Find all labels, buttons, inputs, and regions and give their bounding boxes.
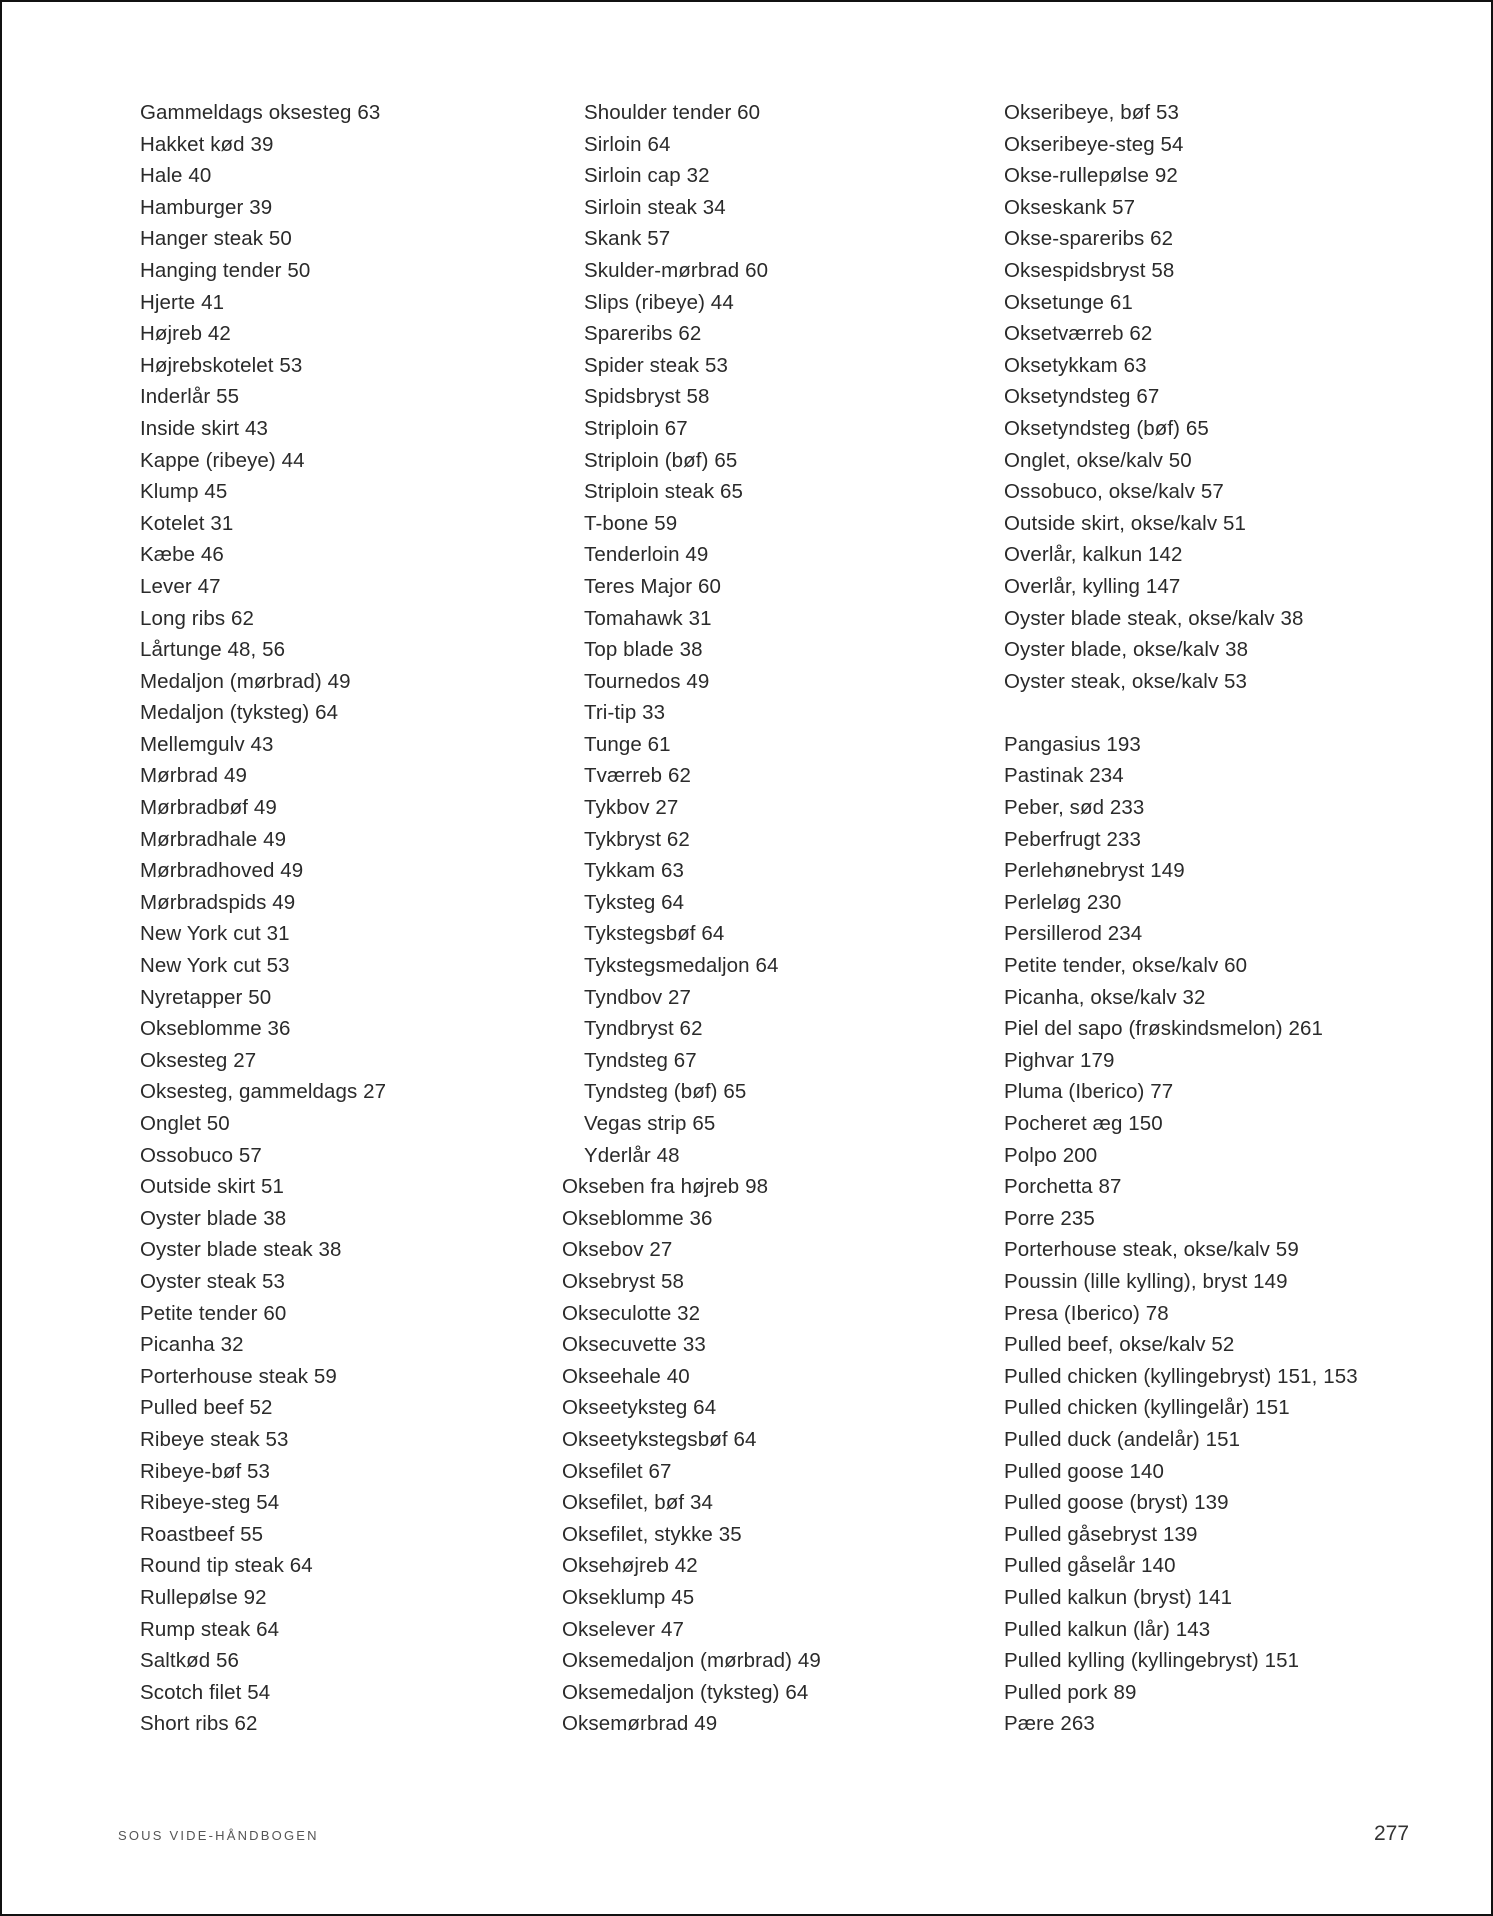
index-entry: Sirloin cap 32 [584, 164, 710, 188]
index-entry: Tyndsteg (bøf) 65 [584, 1080, 747, 1104]
index-entry: New York cut 31 [140, 922, 290, 946]
index-entry: Pighvar 179 [1004, 1048, 1115, 1072]
index-entry: Tenderloin 49 [584, 543, 709, 567]
index-entry: Okseblomme 36 [140, 1017, 291, 1041]
index-entry: Okseetykstegsbøf 64 [562, 1427, 757, 1451]
index-entry: Onglet 50 [140, 1112, 230, 1135]
index-gap [1004, 697, 1358, 729]
index-entry: Lever 47 [140, 574, 221, 598]
index-entry: Okseben fra højreb 98 [562, 1175, 769, 1199]
index-entry: Okseklump 45 [562, 1585, 695, 1609]
index-entry: Onglet, okse/kalv 50 [1004, 448, 1192, 472]
index-entry: Tournedos 49 [584, 669, 710, 693]
index-entry: Pocheret æg 150 [1004, 1112, 1163, 1135]
index-entry: Pastinak 234 [1004, 764, 1124, 788]
index-entry: Oksebryst 58 [562, 1269, 684, 1293]
index-entry: Oyster blade, okse/kalv 38 [1004, 638, 1249, 662]
index-column-3 [1004, 97, 1358, 1740]
index-entry: T-bone 59 [584, 511, 678, 535]
index-entry: New York cut 53 [140, 954, 290, 978]
index-entry: Højreb 42 [140, 322, 231, 346]
index-entry: Picanha 32 [140, 1333, 244, 1357]
index-entry: Mørbradhoved 49 [140, 859, 304, 883]
index-entry: Petite tender, okse/kalv 60 [1004, 954, 1248, 978]
index-entry: Tværreb 62 [584, 764, 691, 788]
index-entry: Pangasius 193 [1004, 732, 1141, 756]
index-entry: Tunge 61 [584, 732, 671, 756]
index-entry: Sirloin steak 34 [584, 195, 726, 219]
index-entry: Pulled kylling (kyllingebryst) 151 [1004, 1649, 1300, 1673]
index-entry: Oksetværreb 62 [1004, 322, 1153, 346]
index-entry: Oksetunge 61 [1004, 290, 1133, 314]
index-entry: Hanger steak 50 [140, 227, 292, 251]
index-entry: Poussin (lille kylling), bryst 149 [1004, 1269, 1288, 1293]
index-entry: Perlehønebryst 149 [1004, 859, 1185, 883]
index-entry: Tykstegsbøf 64 [584, 922, 725, 946]
index-entry: Ribeye-bøf 53 [140, 1459, 271, 1483]
index-entry: Tyndbryst 62 [584, 1017, 703, 1041]
index-entry: Oyster blade 38 [140, 1206, 287, 1230]
index-entry: Okselever 47 [562, 1617, 684, 1641]
index-entry: Medaljon (mørbrad) 49 [140, 669, 351, 693]
index-entry: Oyster blade steak 38 [140, 1238, 342, 1262]
index-entry: Piel del sapo (frøskindsmelon) 261 [1004, 1017, 1324, 1041]
index-entry: Roastbeef 55 [140, 1522, 264, 1546]
index-entry: Persillerod 234 [1004, 922, 1143, 946]
index-entry: Oksetyndsteg 67 [1004, 385, 1160, 409]
running-footer-book-title: SOUS VIDE-HÅNDBOGEN [118, 1828, 319, 1843]
index-entry: Pulled beef, okse/kalv 52 [1004, 1333, 1235, 1357]
index-entry: Tykbov 27 [584, 796, 679, 820]
index-column-1 [140, 97, 386, 1740]
index-entry: Rump steak 64 [140, 1617, 280, 1641]
index-entry: Klump 45 [140, 480, 228, 504]
index-entry: Presa (Iberico) 78 [1004, 1301, 1169, 1325]
index-entry: Short ribs 62 [140, 1712, 258, 1736]
index-entry: Scotch filet 54 [140, 1680, 271, 1704]
index-entry: Porterhouse steak 59 [140, 1364, 337, 1388]
index-entry: Round tip steak 64 [140, 1554, 313, 1578]
index-entry: Overlår, kylling 147 [1004, 574, 1181, 598]
index-entry: Mørbradhale 49 [140, 827, 287, 851]
index-entry: Striploin 67 [584, 416, 688, 440]
index-entry: Overlår, kalkun 142 [1004, 543, 1183, 567]
index-entry: Okseribeye-steg 54 [1004, 132, 1184, 156]
index-entry: Long ribs 62 [140, 606, 255, 630]
index-entry: Perleløg 230 [1004, 890, 1122, 914]
index-entry: Kæbe 46 [140, 543, 224, 567]
index-entry: Tomahawk 31 [584, 606, 712, 630]
index-entry: Okse-rullepølse 92 [1004, 164, 1178, 188]
index-entry: Kappe (ribeye) 44 [140, 448, 305, 472]
index-entry: Lårtunge 48, 56 [140, 638, 286, 662]
index-entry: Oksemedaljon (mørbrad) 49 [562, 1649, 821, 1673]
index-entry: Hale 40 [140, 164, 212, 188]
index-entry: Saltkød 56 [140, 1649, 239, 1673]
index-entry: Peber, sød 233 [1004, 796, 1145, 820]
index-entry: Tykstegsmedaljon 64 [584, 954, 779, 978]
index-entry: Spareribs 62 [584, 322, 702, 346]
index-entry: Oksesteg, gammeldags 27 [140, 1080, 387, 1104]
index-entry: Ribeye steak 53 [140, 1427, 289, 1451]
index-entry: Petite tender 60 [140, 1301, 287, 1325]
index-entry: Spider steak 53 [584, 353, 728, 377]
index-entry: Pluma (Iberico) 77 [1004, 1080, 1174, 1104]
index-entry: Oksefilet, bøf 34 [562, 1491, 713, 1515]
index-entry: Oksefilet, stykke 35 [562, 1522, 742, 1546]
index-entry: Tri-tip 33 [584, 701, 666, 725]
index-entry: Porre 235 [1004, 1206, 1095, 1230]
index-entry: Pulled duck (andelår) 151 [1004, 1427, 1241, 1451]
index-entry: Polpo 200 [1004, 1143, 1098, 1167]
index-entry: Oyster steak, okse/kalv 53 [1004, 669, 1248, 693]
page-number: 277 [1374, 1822, 1410, 1845]
index-entry: Slips (ribeye) 44 [584, 290, 734, 314]
index-entry: Outside skirt, okse/kalv 51 [1004, 511, 1246, 535]
index-entry: Okseetyksteg 64 [562, 1396, 717, 1420]
index-entry: Skulder-mørbrad 60 [584, 258, 769, 282]
index-entry: Oksehøjreb 42 [562, 1554, 698, 1578]
index-entry: Medaljon (tyksteg) 64 [140, 701, 339, 725]
index-entry: Yderlår 48 [584, 1143, 680, 1167]
index-entry: Oksetykkam 63 [1004, 353, 1147, 377]
index-column-2 [562, 97, 821, 1740]
index-entry: Oksesteg 27 [140, 1048, 257, 1072]
index-entry: Oksebov 27 [562, 1238, 673, 1262]
index-entry: Hakket kød 39 [140, 132, 274, 156]
index-entry: Ossobuco, okse/kalv 57 [1004, 480, 1224, 504]
index-entry: Oksecuvette 33 [562, 1333, 706, 1357]
index-entry: Mørbrad 49 [140, 764, 247, 788]
index-entry: Vegas strip 65 [584, 1112, 716, 1135]
index-entry: Pulled goose (bryst) 139 [1004, 1491, 1229, 1515]
index-entry: Pære 263 [1004, 1712, 1095, 1736]
index-entry: Ossobuco 57 [140, 1143, 262, 1167]
index-entry: Teres Major 60 [584, 574, 721, 598]
index-entry: Oksespidsbryst 58 [1004, 258, 1175, 282]
index-entry: Okseblomme 36 [562, 1206, 713, 1230]
index-entry: Rullepølse 92 [140, 1585, 267, 1609]
index-entry: Højrebskotelet 53 [140, 353, 303, 377]
index-entry: Nyretapper 50 [140, 985, 272, 1009]
index-entry: Tyksteg 64 [584, 890, 685, 914]
index-entry: Outside skirt 51 [140, 1175, 285, 1199]
index-entry: Sirloin 64 [584, 132, 671, 156]
index-entry: Ribeye-steg 54 [140, 1491, 280, 1515]
index-entry: Oksetyndsteg (bøf) 65 [1004, 416, 1209, 440]
index-entry: Top blade 38 [584, 638, 703, 662]
index-entry: Pulled gåselår 140 [1004, 1554, 1176, 1578]
index-entry: Skank 57 [584, 227, 671, 251]
index-entry: Porterhouse steak, okse/kalv 59 [1004, 1238, 1299, 1262]
index-entry: Mørbradspids 49 [140, 890, 296, 914]
index-entry: Pulled kalkun (lår) 143 [1004, 1617, 1211, 1641]
index-entry: Tykkam 63 [584, 859, 685, 883]
index-entry: Oyster steak 53 [140, 1269, 286, 1293]
index-entry: Hjerte 41 [140, 290, 225, 314]
index-entry: Picanha, okse/kalv 32 [1004, 985, 1206, 1009]
index-entry: Okseculotte 32 [562, 1301, 701, 1325]
index-entry: Pulled goose 140 [1004, 1459, 1165, 1483]
index-entry: Porchetta 87 [1004, 1175, 1122, 1199]
index-entry: Striploin (bøf) 65 [584, 448, 738, 472]
index-entry: Striploin steak 65 [584, 480, 744, 504]
index-entry: Inderlår 55 [140, 385, 240, 409]
index-entry: Pulled chicken (kyllingelår) 151 [1004, 1396, 1290, 1420]
index-entry: Oksemørbrad 49 [562, 1712, 718, 1736]
index-entry: Spidsbryst 58 [584, 385, 710, 409]
index-entry: Hamburger 39 [140, 195, 273, 219]
index-entry: Pulled gåsebryst 139 [1004, 1522, 1198, 1546]
index-entry: Pulled beef 52 [140, 1396, 273, 1420]
index-entry: Kotelet 31 [140, 511, 234, 535]
index-entry: Pulled chicken (kyllingebryst) 151, 153 [1004, 1364, 1358, 1388]
index-entry: Shoulder tender 60 [584, 101, 761, 124]
index-entry: Gammeldags oksesteg 63 [140, 101, 381, 124]
index-entry: Pulled kalkun (bryst) 141 [1004, 1585, 1233, 1609]
index-entry: Okseribeye, bøf 53 [1004, 101, 1179, 124]
index-entry: Oyster blade steak, okse/kalv 38 [1004, 606, 1304, 630]
index-entry: Tyndsteg 67 [584, 1048, 697, 1072]
index-entry: Okseehale 40 [562, 1364, 690, 1388]
index-entry: Pulled pork 89 [1004, 1680, 1137, 1704]
index-entry: Tyndbov 27 [584, 985, 691, 1009]
index-entry: Mørbradbøf 49 [140, 796, 277, 820]
index-entry: Tykbryst 62 [584, 827, 690, 851]
index-entry: Oksemedaljon (tyksteg) 64 [562, 1680, 809, 1704]
index-entry: Hanging tender 50 [140, 258, 311, 282]
index-entry: Peberfrugt 233 [1004, 827, 1142, 851]
index-entry: Mellemgulv 43 [140, 732, 274, 756]
index-entry: Inside skirt 43 [140, 416, 268, 440]
index-entry: Okseskank 57 [1004, 195, 1136, 219]
index-entry: Oksefilet 67 [562, 1459, 672, 1483]
index-entry: Okse-spareribs 62 [1004, 227, 1174, 251]
